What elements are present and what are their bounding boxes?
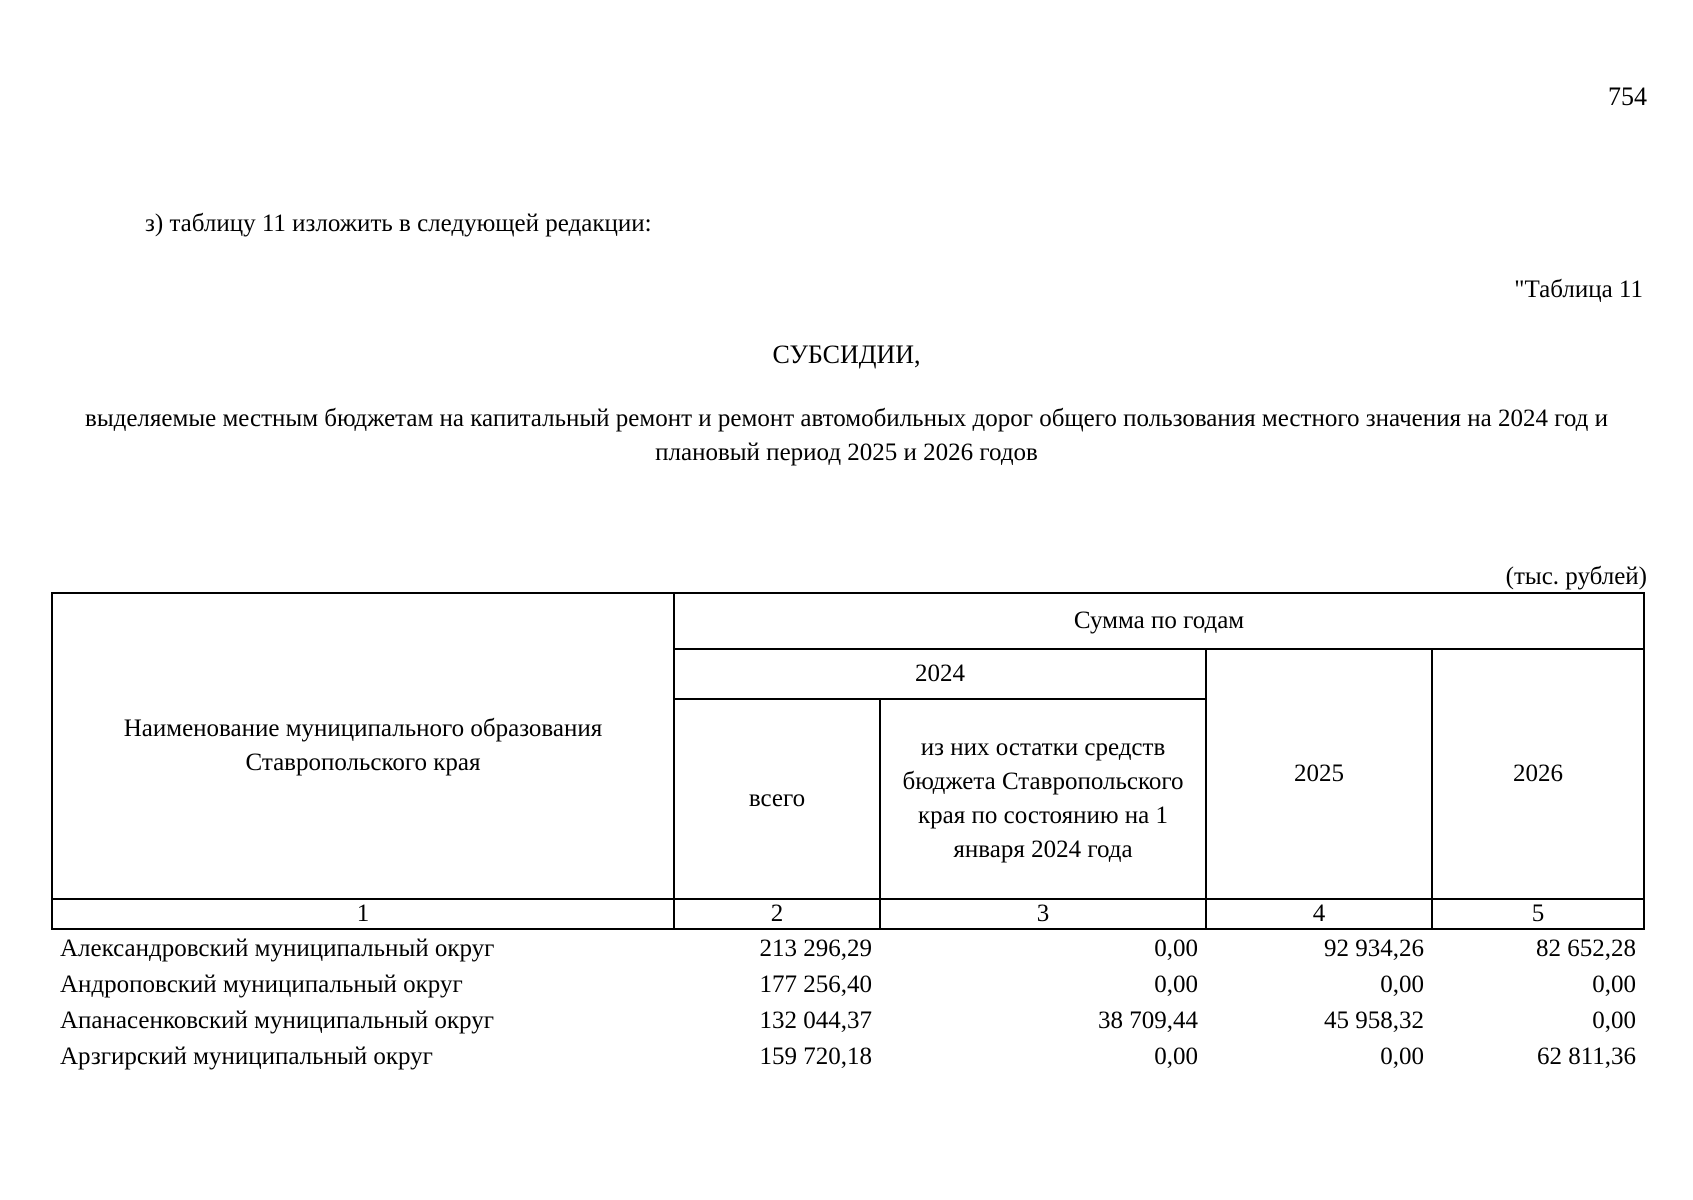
year-2026-value: 62 811,36 (1536, 1042, 1637, 1070)
header-balances: из них остатки средств бюджета Ставропольского края по состоянию на 1 января 2024 года (880, 699, 1206, 899)
document-subtitle: выделяемые местным бюджетам на капитальный ремонт и ремонт автомобильных дорог общего пользования местного значения на 2024 год и плановый период 2025 и 2026 годов (85, 405, 1608, 466)
subsidy-table (51, 592, 1645, 1074)
year-2025-value: 45 958,32 (1324, 1006, 1424, 1034)
municipality-name: Арзгирский муниципальный округ (60, 1042, 433, 1070)
header-year-2025: 2025 (1206, 649, 1432, 899)
column-number-1: 1 (52, 899, 674, 929)
balance-2024-value: 0,00 (1154, 934, 1198, 962)
header-total: всего (674, 699, 880, 899)
municipality-name: Апанасенковский муниципальный округ (60, 1006, 494, 1034)
column-number-3: 3 (880, 899, 1206, 929)
year-2025-value: 92 934,26 (1324, 934, 1424, 962)
column-number-2: 2 (674, 899, 880, 929)
header-municipality-name: Наименование муниципального образования Ставропольского края (52, 593, 674, 899)
header-sum-by-years: Сумма по годам (674, 593, 1644, 649)
table-row (52, 1002, 1644, 1038)
total-2024-value: 159 720,18 (759, 1042, 872, 1070)
year-2026-value: 0,00 (1592, 970, 1637, 998)
year-2025-value: 0,00 (1380, 970, 1424, 998)
column-number-4: 4 (1206, 899, 1432, 929)
table-row (52, 966, 1644, 1002)
municipality-name: Александровский муниципальный округ (60, 934, 495, 962)
balance-2024-value: 0,00 (1154, 1042, 1198, 1070)
intro-text: з) таблицу 11 изложить в следующей редакции: (145, 210, 652, 237)
page-number: 754 (1608, 82, 1647, 111)
table-label: "Таблица 11 (1514, 276, 1643, 303)
total-2024-value: 177 256,40 (759, 970, 872, 998)
year-2025-value: 0,00 (1380, 1042, 1424, 1070)
year-2026-value: 82 652,28 (1536, 934, 1637, 962)
total-2024-value: 213 296,29 (759, 934, 872, 962)
units-note: (тыс. рублей) (1505, 563, 1647, 590)
total-2024-value: 132 044,37 (759, 1006, 872, 1034)
balance-2024-value: 0,00 (1154, 970, 1198, 998)
municipality-name: Андроповский муниципальный округ (60, 970, 463, 998)
table-row (52, 1038, 1644, 1074)
table-row (52, 929, 1644, 966)
balance-2024-value: 38 709,44 (1098, 1006, 1198, 1034)
column-number-5: 5 (1432, 899, 1644, 929)
header-year-2024: 2024 (674, 649, 1206, 699)
document-title: СУБСИДИИ, (772, 340, 921, 369)
year-2026-value: 0,00 (1592, 1006, 1637, 1034)
header-year-2026: 2026 (1432, 649, 1644, 899)
